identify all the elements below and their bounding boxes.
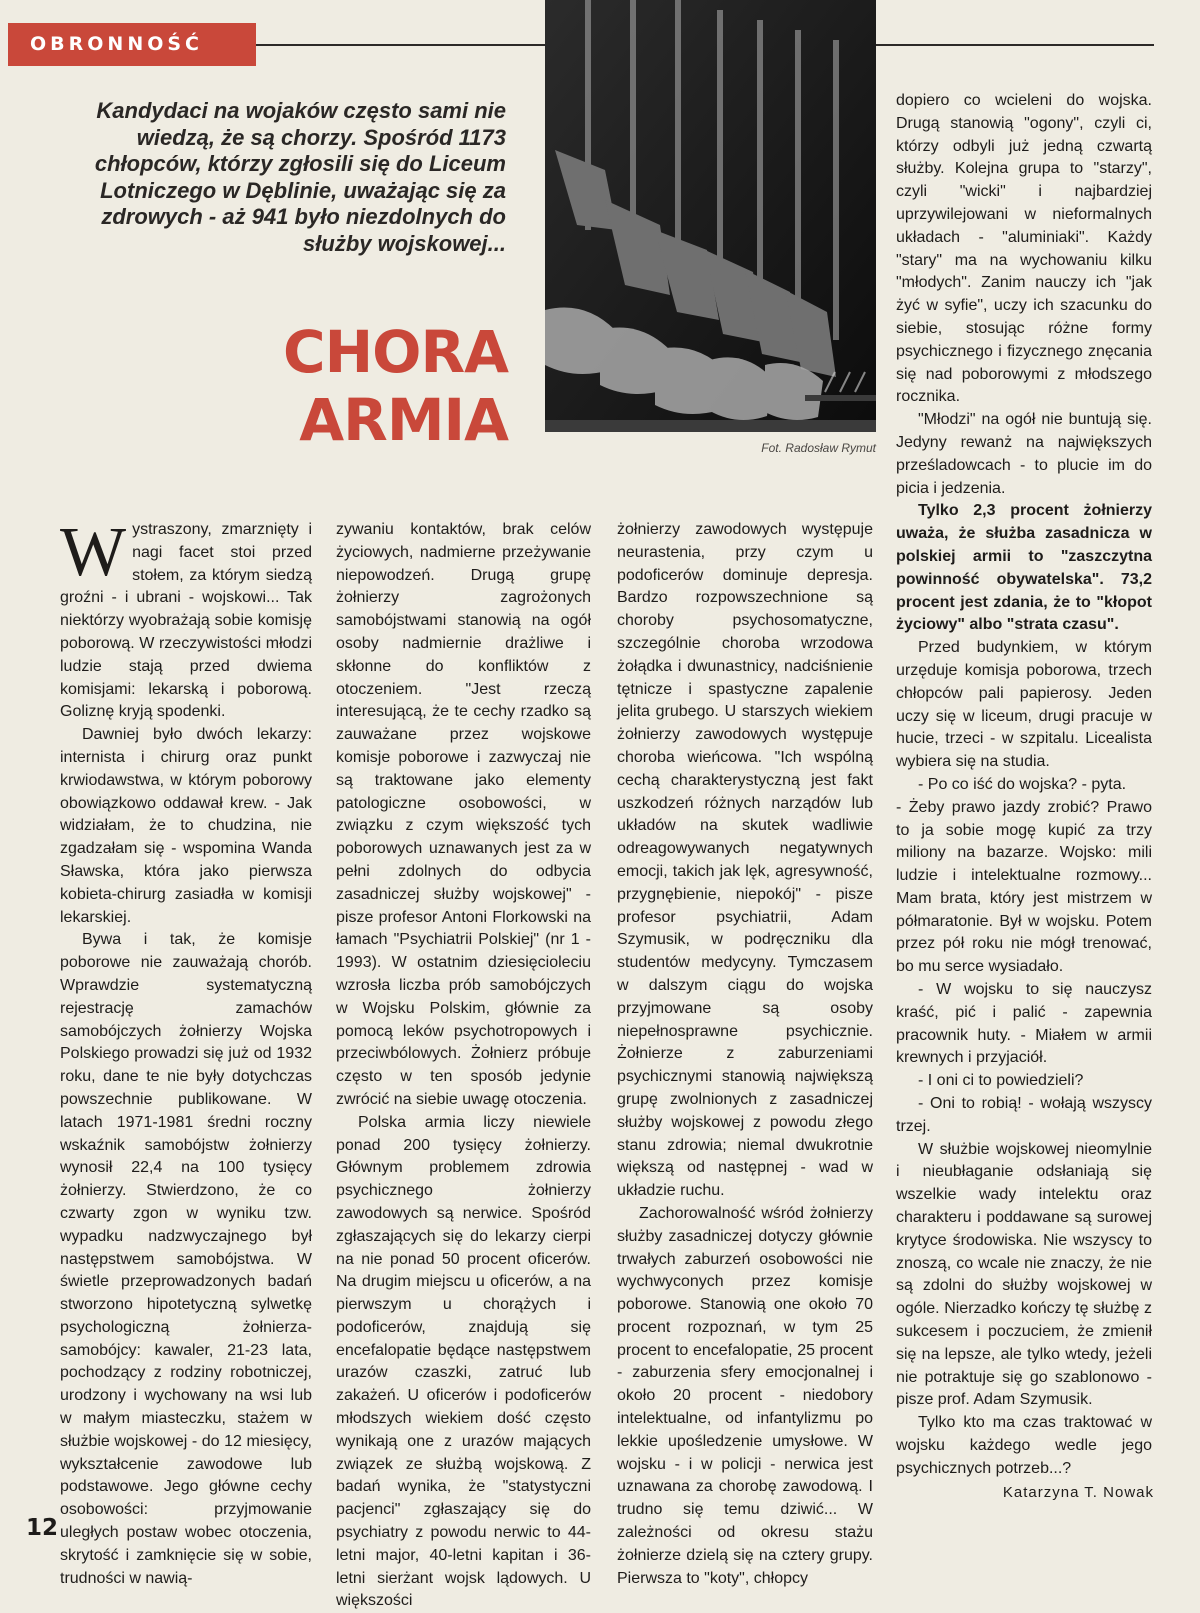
drop-cap: W bbox=[60, 514, 127, 591]
col4-paragraph-9: - Oni to robią! - wołają wszyscy trzej. bbox=[896, 1095, 1152, 1135]
headline-line-1: CHORA bbox=[283, 318, 508, 386]
col4-paragraph-2: "Młodzi" na ogół nie buntują się. Jedyny rewanż na największych prześladowcach - to plucie im do picia i jedzenia. bbox=[896, 411, 1152, 497]
col1-paragraph-2: Dawniej było dwóch lekarzy: internista i chirurg oraz punkt krwiodawstwa, w którym poborowy obowiązkowo oddawał krew. - Jak widziałam, że to chudzina, nie zgadzałam się - wspomina Wanda Sławska, która jako pierwsza kobieta-chirurg zasiadła w komisji lekarskiej. bbox=[60, 726, 312, 926]
col2-paragraph-1: zywaniu kontaktów, brak celów życiowych, nadmierne przeżywanie niepowodzeń. Drugą grupę żołnierzy zagrożonych samobójstwami stanowią na ogół osoby nadmiernie drażliwe i skłonne do konfliktów z otoczeniem. "Jest rzeczą interesującą, że te cechy rzadko są zauważane przez wojskowe komisje poborowe i zazwyczaj nie są traktowane jako elementy patologiczne osobowości, w związku z czym większość tych poborowych uznawanych jest za w pełni zdolnych do odbycia zasadniczej służby wojskowej" - pisze profesor Antoni Florkowski na łamach "Psychiatrii Polskiej" (nr 1 - 1993). W ostatnim dziesięcioleciu wzrosła liczba prób samobójczych w Wojsku Polskim, głównie za pomocą leków psychotropowych i przeciwbólowych. Żołnierz próbuje często w ten sposób jedynie zwrócić na siebie uwagę otoczenia. bbox=[336, 521, 591, 1108]
intro-lead: Kandydaci na wojaków często sami nie wiedzą, że są chorzy. Spośród 1173 chłopców, którzy zgłosili się do Liceum Lotniczego w Dęblinie, uważając się za zdrowych - aż 941 było niezdolnych do służby wojskowej... bbox=[94, 98, 506, 256]
headline-line-2: ARMIA bbox=[299, 386, 508, 454]
col4-paragraph-3: Tylko 2,3 procent żołnierzy uważa, że służba zasadnicza w polskiej armii to "zaszczytna powinność obywatelska". 73,2 procent jest zdania, że to "kłopot życiowy" albo "strata czasu". bbox=[896, 502, 1152, 634]
col3-paragraph-1: żołnierzy zawodowych występuje neurastenia, przy czym u podoficerów dominuje depresja. Bardzo rozpowszechnione są choroby psychosomatyczne, szczególnie choroba wrzodowa żołądka i dwunastnicy, nadciśnienie tętnicze i spastyczne zapalenie jelita grubego. U starszych wiekiem żołnierzy zawodowych występuje choroba wieńcowa. "Ich wspólną cechą charakterystyczną jest fakt uszkodzeń różnych narządów lub układów na skutek wadliwie odreagowywanych negatywnych emocji, takich jak lęk, agresywność, przygnębienie, niepokój" - pisze profesor psychiatrii, Adam Szymusik, w podręczniku dla studentów medycyny. Tymczasem w dalszym ciągu do wojska przyjmowane są osoby niepełnosprawne psychicznie. Żołnierze z zaburzeniami psychicznymi stanowią największą grupę zwolnionych z zasadniczej służby wojskowej z powodu złego stanu zdrowia; niemal dwukrotnie większą od następnej - wad w układzie ruchu. bbox=[617, 521, 873, 1200]
col4-paragraph-6: - Żeby prawo jazdy zrobić? Prawo to ja sobie mogę kupić za trzy miliony na bazarze. Wojsko: mili ludzie i intelektualne rozmowy... Mam brata, który jest mistrzem w półmaratonie. Był w wojsku. Potem przez pół roku nie mógł trenować, bo mu serce wysiadało. bbox=[896, 798, 1152, 976]
col1-paragraph-1: ystraszony, zmarznięty i nagi facet stoi przed stołem, za którym siedzą groźni - i ubrani - wojskowi... Tak niektórzy wyobrażają sobie komisję poborową. W rzeczywistości młodzi ludzie stają przed dwiema komisjami: lekarską i poborową. Goliznę kryją spodenki. bbox=[60, 521, 312, 721]
article-column-4 bbox=[896, 90, 1152, 1481]
rifles-photo-illustration bbox=[545, 0, 876, 432]
col4-paragraph-11: Tylko kto ma czas traktować w wojsku każdego wedle jego psychicznych potrzeb...? bbox=[896, 1414, 1152, 1477]
article-column-2 bbox=[336, 519, 591, 1613]
article-column-3 bbox=[617, 519, 873, 1590]
header-rule-right bbox=[876, 44, 1154, 46]
col4-paragraph-10: W służbie wojskowej nieomylnie i nieubłaganie odsłaniają się wszelkie wady intelektu oraz charakteru i poddawane są surowej krytyce środowiska. Nie wszyscy to znoszą, co wcale nie znaczy, że nie są zdolni do służby wojskowej w ogóle. Nierzadko kończy tę służbę z sukcesem i poczuciem, że zmienił się na lepsze, ale tylko wtedy, jeżeli nie potraktuje się go szablonowo - pisze prof. Adam Szymusik. bbox=[896, 1140, 1152, 1409]
col1-paragraph-3: Bywa i tak, że komisje poborowe nie zauważają chorób. Wprawdzie systematyczną rejestrację zamachów samobójczych żołnierzy Wojska Polskiego prowadzi się już od 1932 roku, dane te nie były dotychczas powszechnie publikowane. W latach 1971-1981 średni roczny wskaźnik samobójstw żołnierzy wynosił 22,4 na 100 tysięcy żołnierzy. Stwierdzono, że co czwarty zgon w wyniku tzw. wypadku nadzwyczajnego był następstwem samobójstwa. W świetle przeprowadzonych badań stworzono hipotetyczną sylwetkę psychologiczną żołnierza-samobójcy: kawaler, 21-23 lata, pochodzący z rodziny robotniczej, urodzony i wychowany na wsi lub w małym miasteczku, stażem w służbie wojskowej - do 12 miesięcy, wykształcenie zawodowe lub podstawowe. Jego główne cechy osobowości: przyjmowanie uległych postaw wobec otoczenia, skrytość i zamknięcie się w sobie, trudności w nawią- bbox=[60, 931, 312, 1587]
col3-paragraph-2: Zachorowalność wśród żołnierzy służby zasadniczej dotyczy głównie trwałych zaburzeń osobowości nie wychwyconych przez komisje poborowe. Stanowią one około 70 procent rozpoznań, w tym 25 procent to encefalopatie, 25 procent - zaburzenia sfery emocjonalnej i około 20 procent - niedobory intelektualne, od infantylizmu po lekkie upośledzenie umysłowe. W wojsku - i w policji - nerwica jest uznawana za chorobę zawodową. I trudno się temu dziwić... W zależności od okresu stażu żołnierze dzielą się na cztery grupy. Pierwsza to "koty", chłopcy bbox=[617, 1204, 873, 1587]
col4-paragraph-4: Przed budynkiem, w którym urzęduje komisja poborowa, trzech chłopców pali papierosy. Jeden uczy się w liceum, drugi pracuje w hucie, trzeci - w szpitalu. Licealista wybiera się na studia. bbox=[896, 639, 1152, 771]
section-label: OBRONNOŚĆ bbox=[8, 23, 256, 66]
byline: Katarzyna T. Nowak bbox=[1002, 1484, 1154, 1501]
headline bbox=[250, 318, 508, 454]
header-rule-left bbox=[256, 44, 545, 46]
article-column-1 bbox=[60, 514, 312, 1590]
col4-paragraph-8: - I oni ci to powiedzieli? bbox=[918, 1072, 1084, 1090]
rifles-photo bbox=[545, 0, 876, 432]
col4-paragraph-1: dopiero co wcieleni do wojska. Drugą stanowią "ogony", czyli ci, którzy odbyli już jedną czwartą służby. Kolejna grupa to "starzy", czyli "wicki" i najbardziej uprzywilejowani w nieformalnych układach - "aluminiaki". Każdy "stary" ma na wychowaniu kilku "młodych". Zanim nauczy ich "jak żyć w syfie", uczy ich szacunku do siebie, stosując różne formy psychicznego i fizycznego znęcania się nad poborowymi z młodszego rocznika. bbox=[896, 92, 1152, 406]
col4-paragraph-7: - W wojsku to się nauczysz kraść, pić i palić - zapewnia pracownik huty. - Miałem w armii krewnych i przyjaciół. bbox=[896, 981, 1152, 1067]
page-number: 12 bbox=[26, 1515, 59, 1541]
photo-caption: Fot. Radosław Rymut bbox=[761, 441, 876, 455]
col4-paragraph-5: - Po co iść do wojska? - pyta. bbox=[918, 775, 1127, 793]
col2-paragraph-2: Polska armia liczy niewiele ponad 200 tysięcy żołnierzy. Głównym problemem zdrowia psychicznego żołnierzy zawodowych są nerwice. Spośród zgłaszających się do lekarzy cierpi na nie ponad 50 procent oficerów. Na drugim miejscu u oficerów, a na pierwszym u chorążych i podoficerów, znajdują się encefalopatie będące następstwem urazów czaszki, zatruć lub zakażeń. U oficerów i podoficerów młodszych wiekiem dość często wynikają one z urazów mających związek ze służbą wojskową. Z badań wynika, że "statystyczni pacjenci" zgłaszający się do psychiatry z powodu nerwic to 44-letni major, 40-letni kapitan i 36-letni sierżant wojsk lądowych. U większości bbox=[336, 1113, 591, 1610]
